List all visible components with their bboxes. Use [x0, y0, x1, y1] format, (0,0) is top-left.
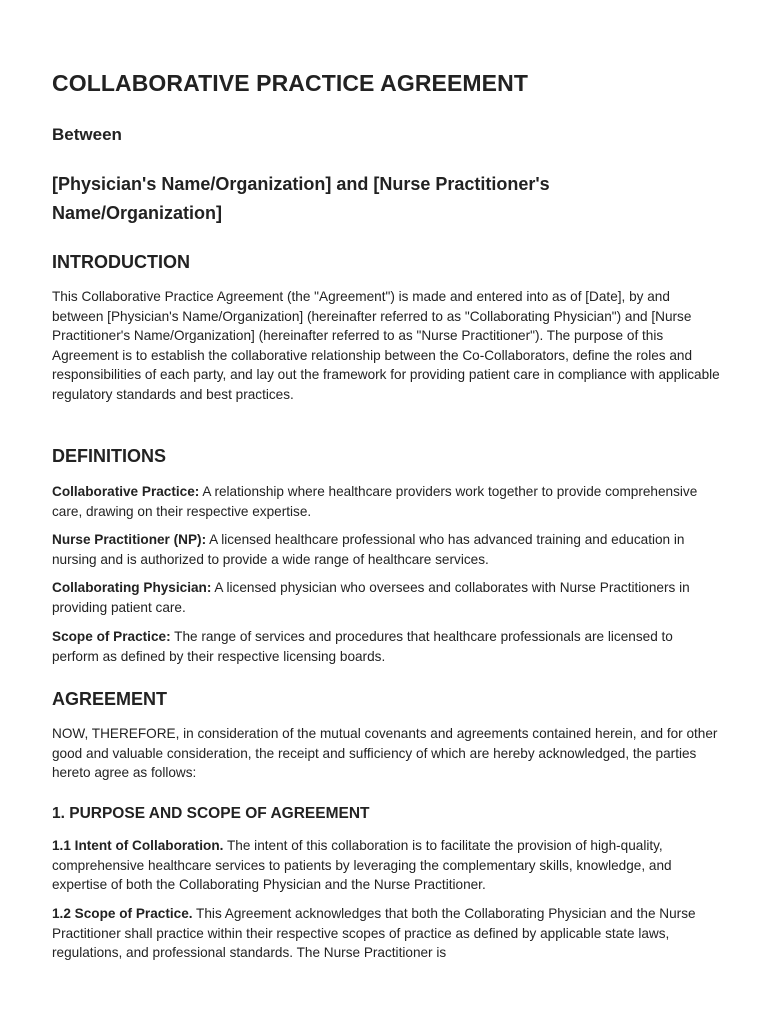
definition-term: Nurse Practitioner (NP):	[52, 532, 207, 547]
clause-1-2	[52, 904, 722, 963]
clause-text: This Agreement acknowledges that both the Collaborating Physician and the Nurse Practitioner shall practice within their respective scopes of practice as defined by applicable state laws, regulations, and professional standards. The Nurse Practitioner is	[52, 906, 696, 960]
section-1-heading: 1. PURPOSE AND SCOPE OF AGREEMENT	[52, 805, 370, 822]
clause-text: The intent of this collaboration is to facilitate the provision of high-quality, comprehensive healthcare services to patients by leveraging the complementary skills, knowledge, and expertise of both the Collaborating Physician and the Nurse Practitioner.	[52, 838, 672, 892]
definition-term: Collaborative Practice:	[52, 484, 200, 499]
definition-collaborating-physician	[52, 578, 722, 617]
definition-collaborative-practice	[52, 482, 722, 521]
introduction-heading: INTRODUCTION	[52, 252, 190, 272]
definitions-heading: DEFINITIONS	[52, 446, 167, 466]
definition-term: Scope of Practice:	[52, 629, 171, 644]
agreement-heading: AGREEMENT	[52, 689, 168, 709]
clause-term: 1.1 Intent of Collaboration.	[52, 838, 224, 853]
agreement-text: NOW, THEREFORE, in consideration of the mutual covenants and agreements contained herein, and for other good and valuable consideration, the receipt and sufficiency of which are hereby acknowledged, the parties hereto agree as follows:	[52, 726, 718, 780]
introduction-text: This Collaborative Practice Agreement (the "Agreement") is made and entered into as of [Date], by and between [Physician's Name/Organization] (hereinafter referred to as "Collaborating Physician") and [Nurse Practitioner's Name/Organization] (hereinafter referred to as "Nurse Practitioner"). The purpose of this Agreement is to establish the collaborative relationship between the Co-Collaborators, define the roles and responsibilities of each party, and lay out the framework for providing patient care in compliance with applicable regulatory standards and best practices.	[52, 289, 720, 402]
clause-1-1	[52, 836, 722, 895]
clause-term: 1.2 Scope of Practice.	[52, 906, 193, 921]
definition-text: A licensed physician who oversees and collaborates with Nurse Practitioners in providing patient care.	[52, 580, 690, 615]
definition-text: A licensed healthcare professional who has advanced training and education in nursing and is authorized to provide a wide range of healthcare services.	[52, 532, 685, 567]
document-title: COLLABORATIVE PRACTICE AGREEMENT	[52, 70, 528, 96]
between-label: Between	[52, 125, 122, 144]
definition-nurse-practitioner	[52, 530, 722, 569]
parties-heading: [Physician's Name/Organization] and [Nurse Practitioner's Name/Organization]	[52, 174, 550, 223]
definition-scope-of-practice	[52, 627, 722, 666]
definition-text: The range of services and procedures that healthcare professionals are licensed to perform as defined by their respective licensing boards.	[52, 629, 673, 664]
definition-term: Collaborating Physician:	[52, 580, 212, 595]
definition-text: A relationship where healthcare providers work together to provide comprehensive care, drawing on their respective expertise.	[52, 484, 698, 519]
